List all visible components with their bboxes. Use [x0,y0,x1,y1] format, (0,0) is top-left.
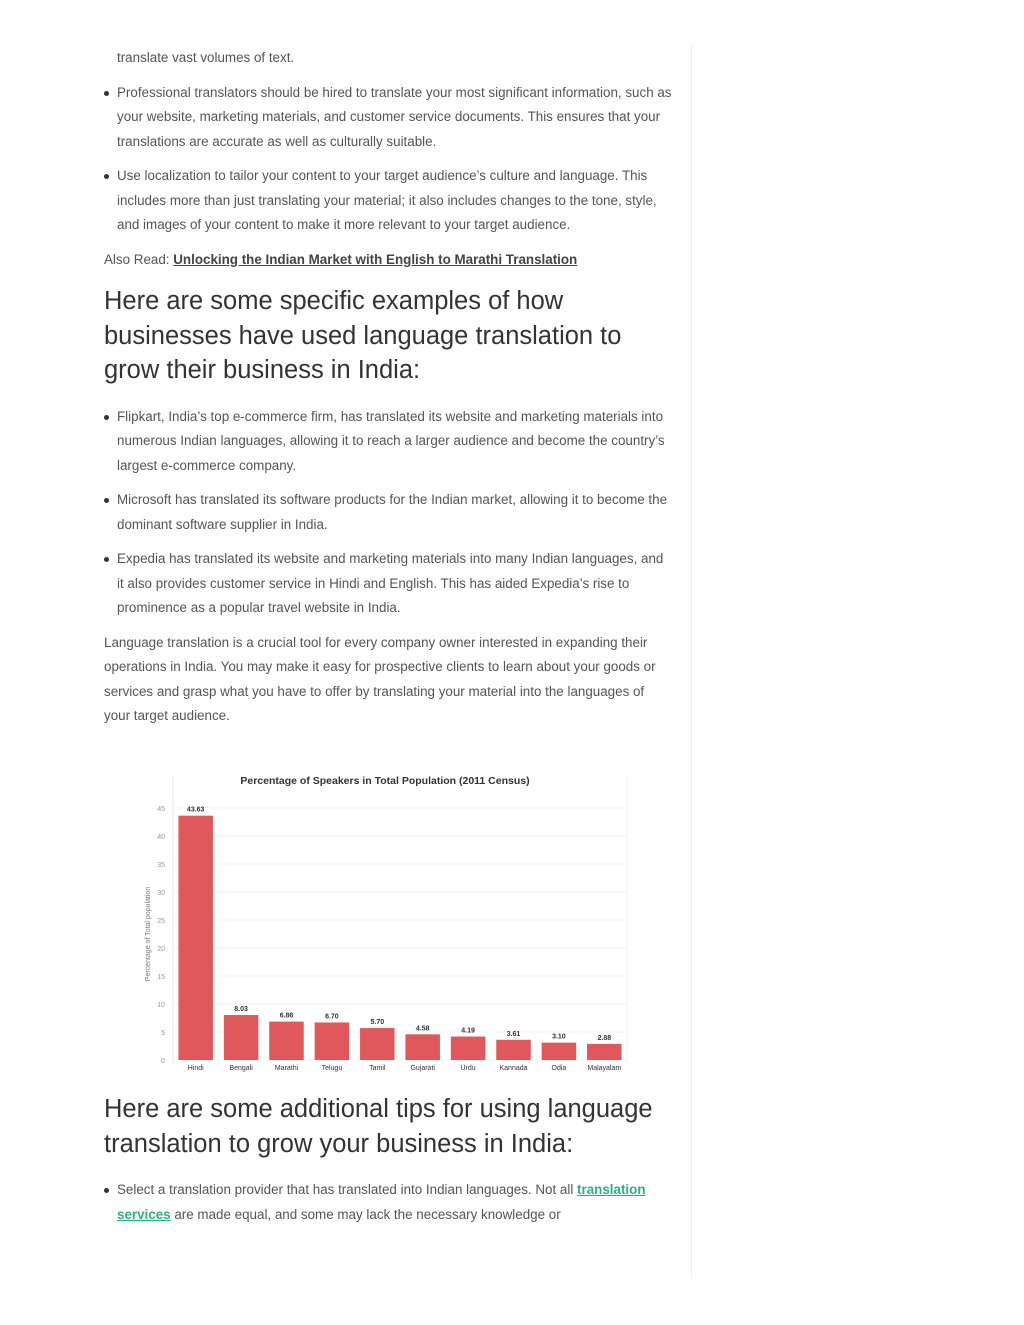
chart-title: Percentage of Speakers in Total Population (2011 Census) [240,775,530,787]
list-item: Select a translation provider that has translated into Indian languages. Not all translation services are made equal, and some may lack the necessary knowledge or [104,1178,672,1227]
translation-services-link[interactable]: translation services [117,1182,646,1222]
heading-tips: Here are some additional tips for using language translation to grow your business in India: [104,1095,653,1158]
bar-marathi [269,1022,304,1060]
y-tick-label: 5 [161,1030,165,1037]
data-label: 43.63 [186,806,205,814]
y-tick-label: 45 [157,806,165,813]
x-tick-label: Tamil [369,1065,386,1072]
x-tick-label: Malayalam [587,1065,622,1072]
data-label: 4.19 [461,1027,475,1035]
data-label: 2.88 [597,1034,612,1042]
x-tick-label: Hindi [187,1065,204,1072]
x-tick-label: Urdu [460,1065,476,1072]
tips-list-bottom [104,1178,672,1227]
data-label: 6.70 [325,1013,339,1021]
also-read-label: Also Read: [104,251,170,267]
y-tick-label: 35 [157,862,165,869]
summary-paragraph: Language translation is a crucial tool for every company owner interested in expanding their operations in India. You may make it easy for prospective clients to learn about your goods or services and grasp what you have to offer by translating your material into the languages of your target audience. [104,634,656,723]
bar-urdu [451,1037,486,1060]
y-tick-label: 40 [157,834,165,841]
bar-hindi [178,816,213,1060]
x-tick-label: Kannada [499,1065,528,1072]
y-axis-label: Percentage of Total population [145,886,152,982]
x-tick-label: Bengali [229,1065,253,1072]
x-tick-label: Gujarati [410,1065,435,1072]
list-item: Flipkart, India’s top e-commerce firm, has translated its website and marketing materials into numerous Indian languages, allowing it to reach a larger audience and become the country’s largest e-commerce company. [104,405,672,479]
bar-malayalam [587,1044,622,1060]
bullet-icon [104,174,109,179]
bullet-icon [104,91,109,96]
bar-odia [542,1043,577,1060]
x-tick-label: Marathi [274,1065,299,1072]
bullet-icon [104,415,109,420]
x-tick-label: Odia [551,1065,567,1072]
data-label: 6.86 [279,1012,294,1020]
list-item: Expedia has translated its website and marketing materials into many Indian languages, and it also provides customer service in Hindi and English. This has aided Expedia’s rise to prominence as a popular travel website in India. [104,547,672,621]
bar-telugu [315,1022,350,1060]
bullet-icon [104,498,109,503]
bullet-icon [104,557,109,562]
y-tick-label: 25 [157,918,165,925]
tips-list-top [104,81,672,238]
y-tick-label: 0 [161,1058,165,1065]
data-label: 4.58 [415,1025,430,1033]
data-label: 5.70 [370,1019,385,1027]
y-tick-label: 10 [157,1002,165,1009]
also-read-link[interactable]: Unlocking the Indian Market with English to Marathi Translation [173,251,578,267]
data-label: 3.10 [552,1033,566,1041]
list-item: Use localization to tailor your content to your target audience’s culture and language. This includes more than just translating your material; it also includes changes to the tone, style, and images of your content to make it more relevant to your target audience. [104,164,672,238]
y-tick-label: 15 [157,974,165,981]
sidebar-divider [691,46,692,1278]
heading-examples: Here are some specific examples of how businesses have used language translation to grow their business in India: [104,287,622,384]
y-tick-label: 20 [157,946,165,953]
bar-bengali [224,1015,259,1060]
intro-continuation: translate vast volumes of text. [117,50,295,65]
data-label: 8.03 [234,1006,248,1014]
list-item: Microsoft has translated its software products for the Indian market, allowing it to become the dominant software supplier in India. [104,488,672,537]
y-tick-label: 30 [157,890,165,897]
list-item: Professional translators should be hired to translate your most significant information, such as your website, marketing materials, and customer service documents. This ensures that your translations are accurate as well as culturally suitable. [104,81,672,155]
x-tick-label: Telugu [321,1065,343,1072]
bar-kannada [496,1040,531,1060]
speakers-chart [140,768,630,1076]
article-body-lower [104,1092,672,1237]
article-body [104,46,672,747]
also-read [104,248,672,273]
bar-gujarati [405,1034,440,1060]
data-label: 3.61 [506,1030,521,1038]
bar-tamil [360,1028,395,1060]
bullet-icon [104,1188,109,1193]
examples-list [104,405,672,621]
chart-svg [140,768,630,1076]
